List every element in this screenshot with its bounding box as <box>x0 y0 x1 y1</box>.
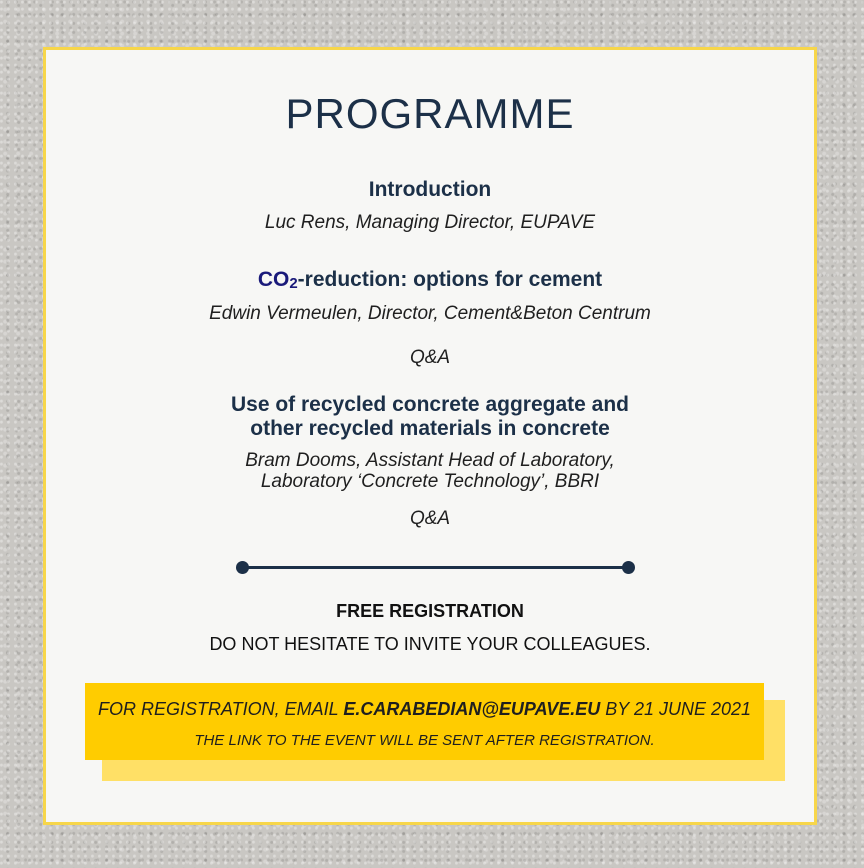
session-heading-recycled-line1: Use of recycled concrete aggregate and <box>231 393 629 416</box>
page-title: PROGRAMME <box>285 90 575 137</box>
session-speaker-co2: Edwin Vermeulen, Director, Cement&Beton Centrum <box>209 303 651 324</box>
session-heading-recycled-line2: other recycled materials in concrete <box>250 417 610 440</box>
divider-dot-right <box>622 561 635 574</box>
session-speaker-recycled-line2: Laboratory ‘Concrete Technology’, BBRI <box>260 471 600 492</box>
divider-line <box>242 566 629 569</box>
registration-link-note: THE LINK TO THE EVENT WILL BE SENT AFTER REGISTRATION. <box>194 732 655 749</box>
registration-email-link[interactable]: E.CARABEDIAN@EUPAVE.EU <box>343 699 601 719</box>
registration-email-line: FOR REGISTRATION, EMAIL E.CARABEDIAN@EUPAVE.EU BY 21 JUNE 2021 <box>97 699 752 719</box>
session-qa-co2: Q&A <box>409 347 451 368</box>
session-speaker-recycled-line1: Bram Dooms, Assistant Head of Laboratory, <box>245 450 615 471</box>
divider-dot-left <box>236 561 249 574</box>
section-divider <box>236 560 635 576</box>
registration-banner <box>85 683 764 760</box>
session-heading-introduction: Introduction <box>368 178 492 201</box>
session-speaker-introduction: Luc Rens, Managing Director, EUPAVE <box>264 212 596 233</box>
programme-card <box>43 47 817 825</box>
session-heading-co2: $CO_2$-reduction: options for cement <box>257 268 603 292</box>
free-registration-label: FREE REGISTRATION <box>336 601 524 621</box>
invite-colleagues-text: DO NOT HESITATE TO INVITE YOUR COLLEAGUES. <box>209 634 651 654</box>
session-qa-recycled: Q&A <box>409 508 451 529</box>
co2-label: $CO_2$ <box>257 268 298 292</box>
